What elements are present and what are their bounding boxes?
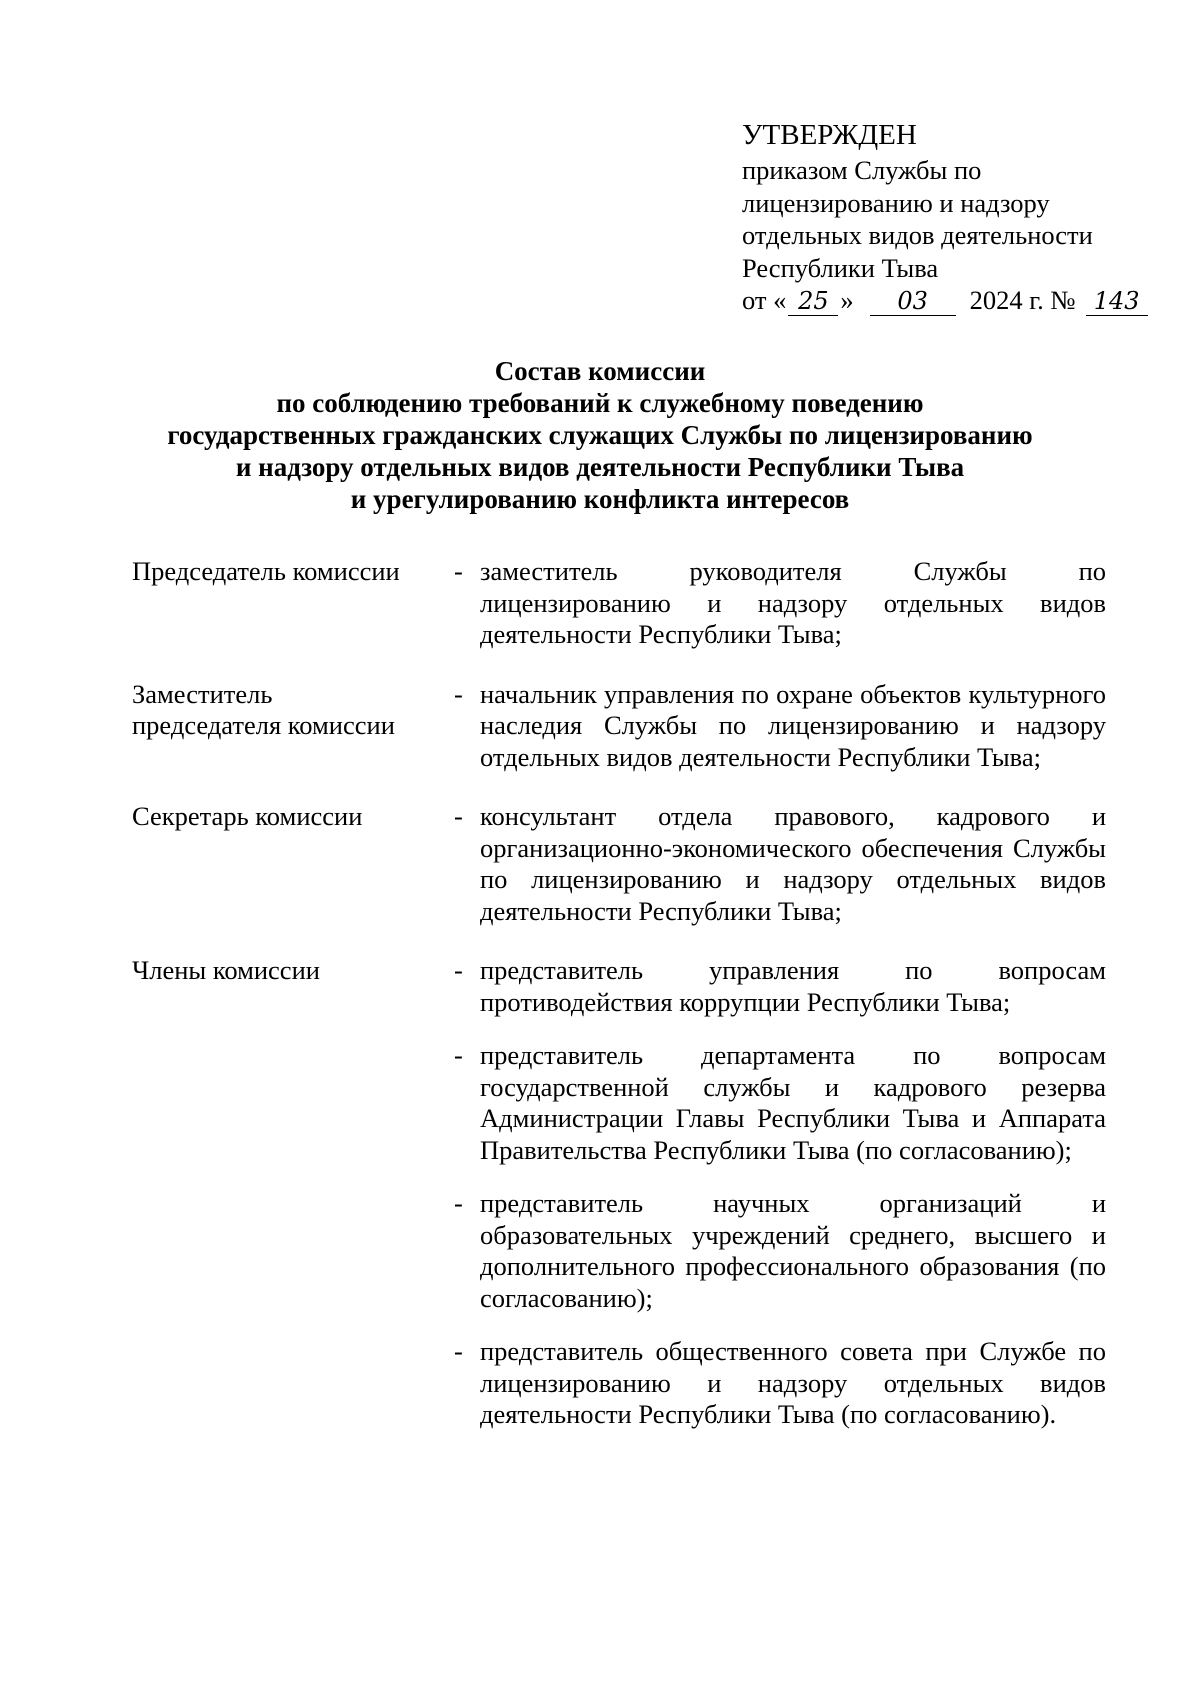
dash-marker: - xyxy=(454,556,463,586)
dash-marker: - xyxy=(454,955,463,985)
approval-line: лицензированию и надзору xyxy=(742,187,1050,218)
list-item xyxy=(454,801,1132,927)
document-title xyxy=(60,355,1140,515)
composition-row-deputy-chairman xyxy=(132,679,1132,774)
role-items xyxy=(454,801,1132,927)
order-year-text: 2024 г. № xyxy=(969,285,1076,315)
title-line: по соблюдению требований к служебному поведению xyxy=(276,388,924,418)
member-description: представитель научных организаций и образовательных учреждений среднего, высшего и дополнительного профессионального образования (по согласованию); xyxy=(480,1188,1106,1313)
approval-heading: УТВЕРЖДЕН xyxy=(742,119,917,151)
role-items xyxy=(454,556,1132,651)
role-label: Заместитель председателя комиссии xyxy=(132,678,395,740)
order-month-handwritten: 03 xyxy=(870,288,956,316)
date-prefix: от « xyxy=(742,285,787,315)
role-label: Секретарь комиссии xyxy=(132,801,363,831)
commission-composition xyxy=(132,556,1132,1463)
composition-row-chairman xyxy=(132,556,1132,651)
list-item xyxy=(454,955,1132,1018)
approval-line: приказом Службы по xyxy=(742,155,982,185)
dash-marker: - xyxy=(454,1188,463,1218)
role-label: Председатель комиссии xyxy=(132,556,400,586)
role-items xyxy=(454,678,1132,774)
member-description: начальник управления по охране объектов культурного наследия Службы по лицензированию и надзору отдельных видов деятельности Республики Тыва; xyxy=(480,678,1106,772)
approval-block xyxy=(742,118,1162,317)
dash-marker: - xyxy=(454,1040,463,1070)
title-line: и надзору отдельных видов деятельности Республики Тыва xyxy=(235,452,965,482)
title-line: государственных гражданских служащих Службы по лицензированию xyxy=(167,420,1033,450)
member-description: консультант отдела правового, кадрового и организационно-экономического обеспечения Службы по лицензированию и надзору отдельных видов деятельности Республики Тыва; xyxy=(480,801,1106,926)
dash-marker: - xyxy=(454,678,463,709)
role-label: Члены комиссии xyxy=(132,955,320,985)
member-description: представитель общественного совета при Службе по лицензированию и надзору отдельных видов деятельности Республики Тыва (по согласованию). xyxy=(480,1336,1106,1429)
approval-line: отдельных видов деятельности xyxy=(742,220,1093,250)
list-item xyxy=(454,556,1132,651)
dash-marker: - xyxy=(454,1336,463,1366)
order-day-handwritten: 25 xyxy=(788,288,838,316)
composition-row-secretary xyxy=(132,801,1132,927)
list-item xyxy=(454,1188,1132,1314)
title-line: Состав комиссии xyxy=(494,356,706,386)
role-items xyxy=(454,955,1132,1431)
date-day-close: » xyxy=(840,285,854,315)
list-item xyxy=(454,1336,1132,1431)
approval-line: Республики Тыва xyxy=(742,252,939,283)
member-description: представитель департамента по вопросам государственной службы и кадрового резерва Администрации Главы Республики Тыва и Аппарата Правительства Республики Тыва (по согласованию); xyxy=(480,1040,1106,1165)
title-line: и урегулированию конфликта интересов xyxy=(350,484,850,514)
member-description: заместитель руководителя Службы по лицензированию и надзору отдельных видов деятельности Республики Тыва; xyxy=(480,556,1106,649)
list-item xyxy=(454,1040,1132,1166)
member-description: представитель управления по вопросам противодействия коррупции Республики Тыва; xyxy=(480,955,1106,1017)
order-date-line xyxy=(742,284,1162,317)
dash-marker: - xyxy=(454,801,463,831)
order-number-handwritten: 143 xyxy=(1086,288,1148,316)
composition-row-members xyxy=(132,955,1132,1431)
list-item xyxy=(454,679,1132,774)
